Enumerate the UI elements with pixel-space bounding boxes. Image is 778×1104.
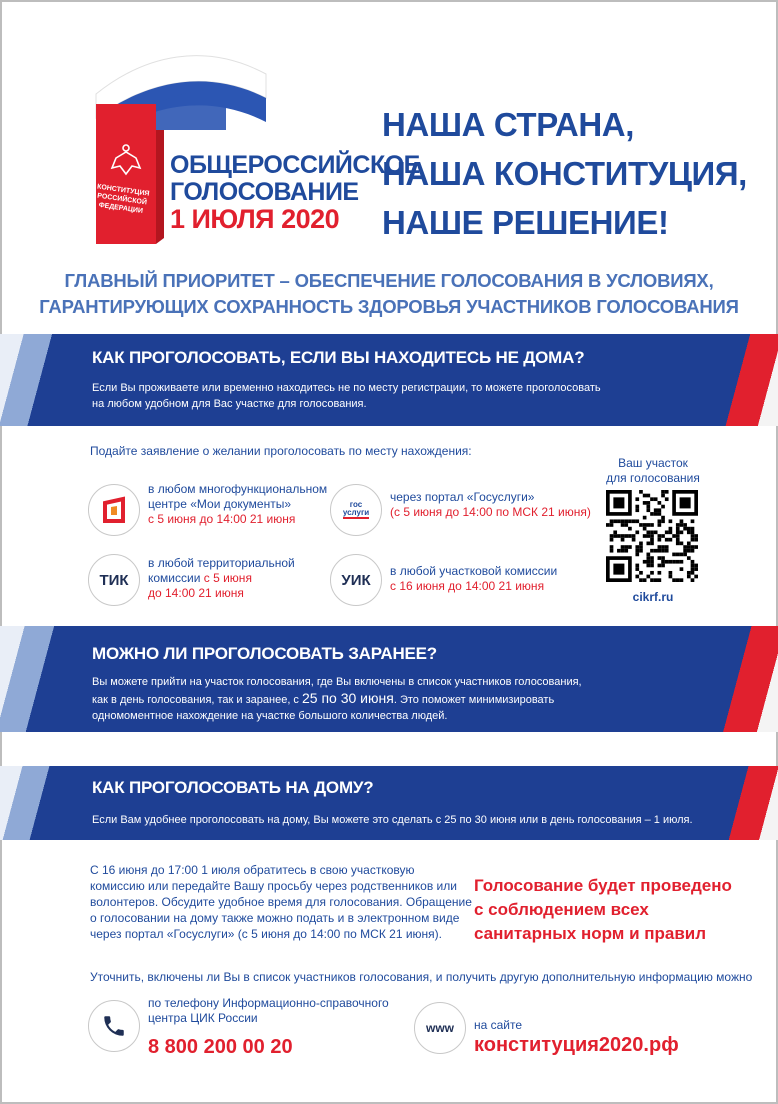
banner-left-stripe (0, 334, 70, 426)
clarify-text: Уточнить, включены ли Вы в список участников голосования, и получить другую дополнительную информацию можно (90, 970, 753, 984)
banner-right-stripe (722, 334, 778, 426)
home-line-2: комиссию или передайте Вашу просьбу через родственников или (90, 879, 457, 893)
www-icon: www (414, 1002, 466, 1054)
constitution-site-link[interactable]: конституция2020.рф (474, 1034, 679, 1056)
uik-dates: с 16 июня до 14:00 21 июня (390, 579, 545, 593)
headline-line-2: НАША КОНСТИТУЦИЯ, (382, 155, 747, 192)
section-away-text-2: на любом удобном для Вас участке для голосования. (92, 398, 367, 410)
section-away-title: КАК ПРОГОЛОСОВАТЬ, ЕСЛИ ВЫ НАХОДИТЕСЬ НЕ ДОМА? (92, 348, 585, 367)
headline (382, 100, 747, 247)
phone-label-2: центра ЦИК России (148, 1011, 258, 1025)
uik-badge: УИК (330, 554, 382, 606)
section-early-text-1: Вы можете прийти на участок голосования, где Вы включены в список участников голосования, (92, 676, 582, 688)
section-early-banner (0, 626, 778, 732)
tik-option (148, 556, 295, 601)
section-early-dates: 25 по 30 июня (302, 690, 394, 706)
qr-code[interactable] (606, 490, 698, 582)
uik-line-1: в любой участковой комиссии (390, 564, 558, 578)
section-early-text-3: одномоментное нахождение на участке большого количества людей. (92, 710, 448, 722)
section-early-title: МОЖНО ЛИ ПРОГОЛОСОВАТЬ ЗАРАНЕЕ? (92, 644, 437, 663)
logo-emblem-text: КОНСТИТУЦИЯ РОССИЙСКОЙ ФЕДЕРАЦИИ (96, 183, 150, 215)
logo-line-2: ГОЛОСОВАНИЕ (170, 178, 359, 206)
sanitary-line-3: санитарных норм и правил (474, 924, 707, 943)
headline-line-1: НАША СТРАНА, (382, 106, 634, 143)
cikrf-link[interactable]: cikrf.ru (632, 590, 674, 604)
phone-block (148, 996, 389, 1026)
tik-line-1: в любой территориальной (148, 556, 295, 570)
phone-number[interactable]: 8 800 200 00 20 (148, 1036, 293, 1058)
banner-right-stripe (722, 626, 778, 732)
apply-instruction: Подайте заявление о желании проголосовать по месту нахождения: (90, 444, 472, 458)
uik-option (390, 564, 557, 594)
qr-caption (606, 456, 700, 486)
gosuslugi-option (390, 490, 591, 520)
section-early-text-2c: . Это поможет минимизировать (393, 694, 555, 706)
priority-line-1: ГЛАВНЫЙ ПРИОРИТЕТ – ОБЕСПЕЧЕНИЕ ГОЛОСОВАНИЯ В УСЛОВИЯХ, (64, 270, 714, 291)
phone-icon (88, 1000, 140, 1052)
phone-label-1: по телефону Информационно-справочного (148, 996, 389, 1010)
priority-statement (0, 268, 778, 320)
home-line-3: волонтеров. Обсудите удобное время для голосования. Обращение (90, 895, 472, 909)
section-early-text-2a: как в день голосования, так и заранее, с (92, 694, 302, 706)
section-early-text (92, 674, 652, 724)
section-away-text-1: Если Вы проживаете или временно находитесь не по месту регистрации, то можете проголосовать (92, 382, 601, 394)
home-line-4: о голосовании на дому также можно подать и в электронном виде (90, 911, 460, 925)
banner-left-stripe (0, 626, 70, 732)
gosuslugi-dates: (с 5 июня до 14:00 по МСК 21 июня) (390, 505, 591, 519)
gosuslugi-icon (330, 484, 382, 536)
section-home-banner (0, 766, 778, 840)
mfc-line-2: центре «Мои документы» (148, 497, 292, 511)
section-home-text: Если Вам удобнее проголосовать на дому, Вы можете это сделать с 25 по 30 июня или в день голосования – 1 июля. (92, 814, 693, 826)
sanitary-line-1: Голосование будет проведено (474, 876, 732, 895)
site-label: на сайте (474, 1018, 523, 1032)
mfc-dates: с 5 июня до 14:00 21 июня (148, 512, 296, 526)
home-line-5: через портал «Госуслуги» (с 5 июня до 14:00 по МСК 21 июня). (90, 927, 443, 941)
priority-line-2: ГАРАНТИРУЮЩИХ СОХРАННОСТЬ ЗДОРОВЬЯ УЧАСТНИКОВ ГОЛОСОВАНИЯ (39, 296, 739, 317)
tik-badge: ТИК (88, 554, 140, 606)
banner-left-stripe (0, 766, 70, 840)
logo-line-3: 1 ИЮЛЯ 2020 (170, 204, 340, 234)
sanitary-line-2: с соблюдением всех (474, 900, 649, 919)
qr-caption-line-1: Ваш участок (618, 456, 688, 470)
section-home-title: КАК ПРОГОЛОСОВАТЬ НА ДОМУ? (92, 778, 374, 797)
sanitary-notice (474, 874, 732, 946)
gosuslugi-icon-line-2: услуги (342, 508, 370, 517)
section-away-banner (0, 334, 778, 426)
headline-line-3: НАШЕ РЕШЕНИЕ! (382, 204, 669, 241)
mfc-line-1: в любом многофункциональном (148, 482, 328, 496)
banner-right-stripe (722, 766, 778, 840)
section-away-text (92, 380, 652, 412)
qr-caption-line-2: для голосования (606, 471, 700, 485)
tik-dates: до 14:00 21 июня (148, 586, 244, 600)
logo-line-1: ОБЩЕРОССИЙСКОЕ (170, 151, 420, 179)
home-vote-instructions (90, 862, 472, 942)
home-line-1: С 16 июня до 17:00 1 июля обратитесь в свою участковую (90, 863, 415, 877)
gosuslugi-icon-line-1: гос (349, 500, 363, 509)
gosuslugi-line-1: через портал «Госуслуги» (390, 490, 535, 504)
tik-line-2a: комиссии (148, 571, 204, 585)
mfc-option (148, 482, 327, 527)
mfc-icon (88, 484, 140, 536)
tik-line-2b: с 5 июня (203, 571, 252, 585)
